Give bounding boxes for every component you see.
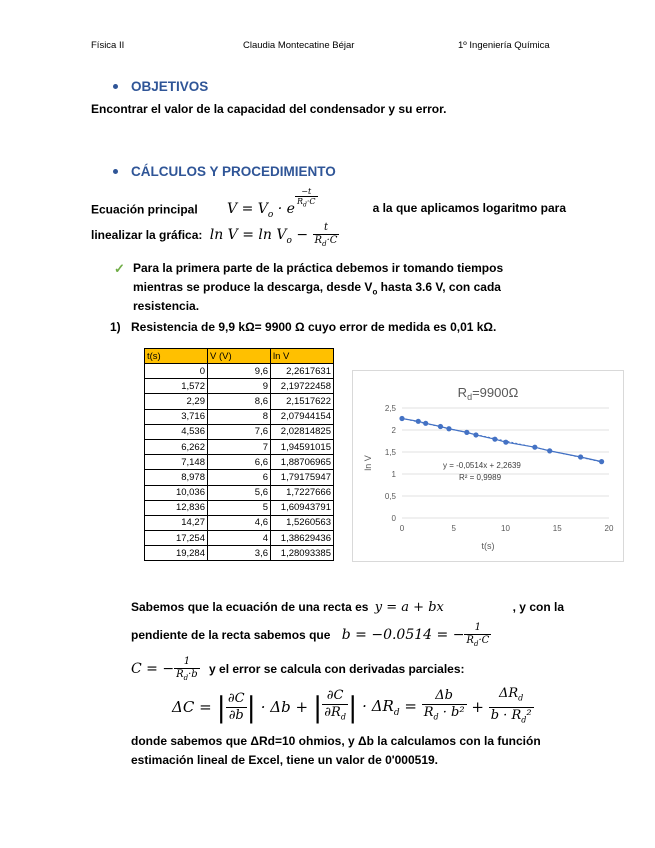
pendiente-line: pendiente de la recta sabemos que b = −0.0514 = − $\frac{1}{R_d\cdot C}$ (131, 622, 490, 648)
table-cell: 1,88706965 (271, 455, 334, 470)
table-cell: 10,036 (145, 485, 208, 500)
table-row (145, 379, 334, 394)
y-tick-label: 0 (391, 514, 396, 523)
table-cell: 17,254 (145, 531, 208, 546)
table-row (145, 470, 334, 485)
table-cell: 2,29 (145, 394, 208, 409)
table-cell: 2,2617631 (271, 364, 334, 379)
y-tick-label: 0,5 (384, 492, 396, 501)
table-cell: 8 (208, 409, 271, 424)
table-cell: 9 (208, 379, 271, 394)
ecuacion-label: Ecuación principal (91, 202, 198, 217)
table-cell: 3,6 (208, 546, 271, 561)
objetivos-title: OBJETIVOS (131, 79, 209, 94)
col-header: t(s) (145, 349, 208, 364)
header-center: Claudia Montecatine Béjar (243, 40, 355, 51)
table-row (145, 546, 334, 561)
table-cell: 1,79175947 (271, 470, 334, 485)
check-icon: ✓ (114, 261, 125, 276)
trendline-r2: R² = 0,9989 (459, 473, 502, 482)
series-line (402, 418, 602, 461)
table-row (145, 531, 334, 546)
table-cell: 9,6 (208, 364, 271, 379)
data-point (423, 421, 428, 426)
table-cell: 5,6 (208, 485, 271, 500)
table-cell: 1,60943791 (271, 500, 334, 515)
table-cell: 12,836 (145, 500, 208, 515)
table-cell: 8,978 (145, 470, 208, 485)
table-row (145, 394, 334, 409)
table-cell: 5 (208, 500, 271, 515)
table-row (145, 439, 334, 454)
table-cell: 1,572 (145, 379, 208, 394)
y-tick-label: 2,5 (384, 404, 396, 413)
data-point (416, 419, 421, 424)
col-header: ln V (271, 349, 334, 364)
data-point (473, 432, 478, 437)
data-point (438, 424, 443, 429)
table-cell: 2,19722458 (271, 379, 334, 394)
data-point (399, 416, 404, 421)
table-cell: 8,6 (208, 394, 271, 409)
check-text-3: resistencia. (133, 299, 200, 313)
x-axis-label: t(s) (481, 541, 495, 551)
table-cell: 19,284 (145, 546, 208, 561)
table-header-row (145, 349, 334, 364)
linealizar-line: linealizar la gráfica: $\ln V = \ln V_o$ − $\frac{t}{R_d\cdot C}$ (91, 222, 338, 248)
data-point (547, 448, 552, 453)
table-row (145, 500, 334, 515)
table-cell: 7,148 (145, 455, 208, 470)
col-header: V (V) (208, 349, 271, 364)
table-cell: 2,07944154 (271, 409, 334, 424)
data-point (532, 445, 537, 450)
table-row (145, 409, 334, 424)
x-tick-label: 0 (399, 524, 405, 533)
capacidad-line: C = − $\frac{1}{R_d\cdot b}$ y el error se calcula con derivadas parciales: (131, 656, 465, 682)
y-tick-label: 1 (391, 470, 396, 479)
table-cell: 7,6 (208, 424, 271, 439)
table-cell: 3,716 (145, 409, 208, 424)
recta-line: Sabemos que la ecuación de una recta es y = a + bx , y con la (131, 600, 564, 615)
donde-line: donde sabemos que ΔRd=10 ohmios, y Δb la calculamos con la función (131, 734, 541, 748)
table-cell: 6,6 (208, 455, 271, 470)
trendline-equation: y = -0,0514x + 2,2639 (443, 461, 521, 470)
data-point (578, 454, 583, 459)
y-axis-label: ln V (363, 455, 373, 471)
item1-number: 1) (110, 320, 121, 334)
table-cell: 1,5260563 (271, 515, 334, 530)
estimacion-line: estimación lineal de Excel, tiene un valor de 0'000519. (131, 753, 438, 767)
table-row (145, 455, 334, 470)
x-tick-label: 5 (451, 524, 456, 533)
objetivos-text: Encontrar el valor de la capacidad del condensador y su error. (91, 102, 447, 116)
x-tick-label: 10 (501, 524, 510, 533)
table-cell: 6 (208, 470, 271, 485)
data-point (492, 437, 497, 442)
data-table (144, 348, 334, 561)
table-cell: 1,7227666 (271, 485, 334, 500)
data-point (503, 440, 508, 445)
bullet-icon (113, 169, 118, 174)
table-row (145, 364, 334, 379)
x-tick-label: 20 (604, 524, 614, 533)
item1-text: Resistencia de 9,9 kΩ= 9900 Ω cuyo error de medida es 0,01 kΩ. (131, 320, 497, 334)
calculos-title: CÁLCULOS Y PROCEDIMIENTO (131, 164, 336, 179)
bullet-icon (113, 84, 118, 89)
x-tick-label: 15 (552, 524, 562, 533)
data-point (599, 459, 604, 464)
header-right: 1º Ingeniería Química (458, 40, 550, 51)
y-tick-label: 2 (391, 426, 396, 435)
ecuacion-after: a la que aplicamos logaritmo para (372, 201, 566, 215)
chart-title: $R_d=9900\Omega$ (457, 385, 519, 402)
equation-main: $V = V_o \cdot e$ (227, 201, 295, 221)
header-left: Física II (91, 40, 125, 51)
check-text-2: mientras se produce la descarga, desde $V_o$ hasta 3.6 V, con cada (133, 280, 501, 297)
table-cell: 4,536 (145, 424, 208, 439)
table-cell: 4 (208, 531, 271, 546)
chart-container (352, 370, 624, 562)
table-cell: 0 (145, 364, 208, 379)
table-cell: 2,1517622 (271, 394, 334, 409)
exponent-fraction: $\frac{-t}{R_d\cdot C}$ (296, 187, 316, 209)
table-row (145, 515, 334, 530)
data-point (464, 430, 469, 435)
table-cell: 1,38629436 (271, 531, 334, 546)
table-cell: 6,262 (145, 439, 208, 454)
y-tick-label: 1,5 (384, 448, 396, 457)
table-row (145, 485, 334, 500)
table-cell: 4,6 (208, 515, 271, 530)
table-cell: 7 (208, 439, 271, 454)
table-cell: 1,94591015 (271, 439, 334, 454)
table-row (145, 424, 334, 439)
error-formula: ΔC = | $\frac{\partial C}{\partial b}$ | · Δb + | $\frac{\partial C}{\partial R_d}$ | · $\Delta R_d$ = $\frac{\Delta b}{R_d \cdot b^2}$ + $\frac{\Delta R_d}{b \cdot R_d^2}$ (172, 686, 532, 725)
table-cell: 2,02814825 (271, 424, 334, 439)
table-cell: 1,28093385 (271, 546, 334, 561)
table-cell: 14,27 (145, 515, 208, 530)
data-point (446, 426, 451, 431)
check-text-1: Para la primera parte de la práctica debemos ir tomando tiempos (133, 261, 504, 275)
scatter-chart (353, 371, 623, 561)
